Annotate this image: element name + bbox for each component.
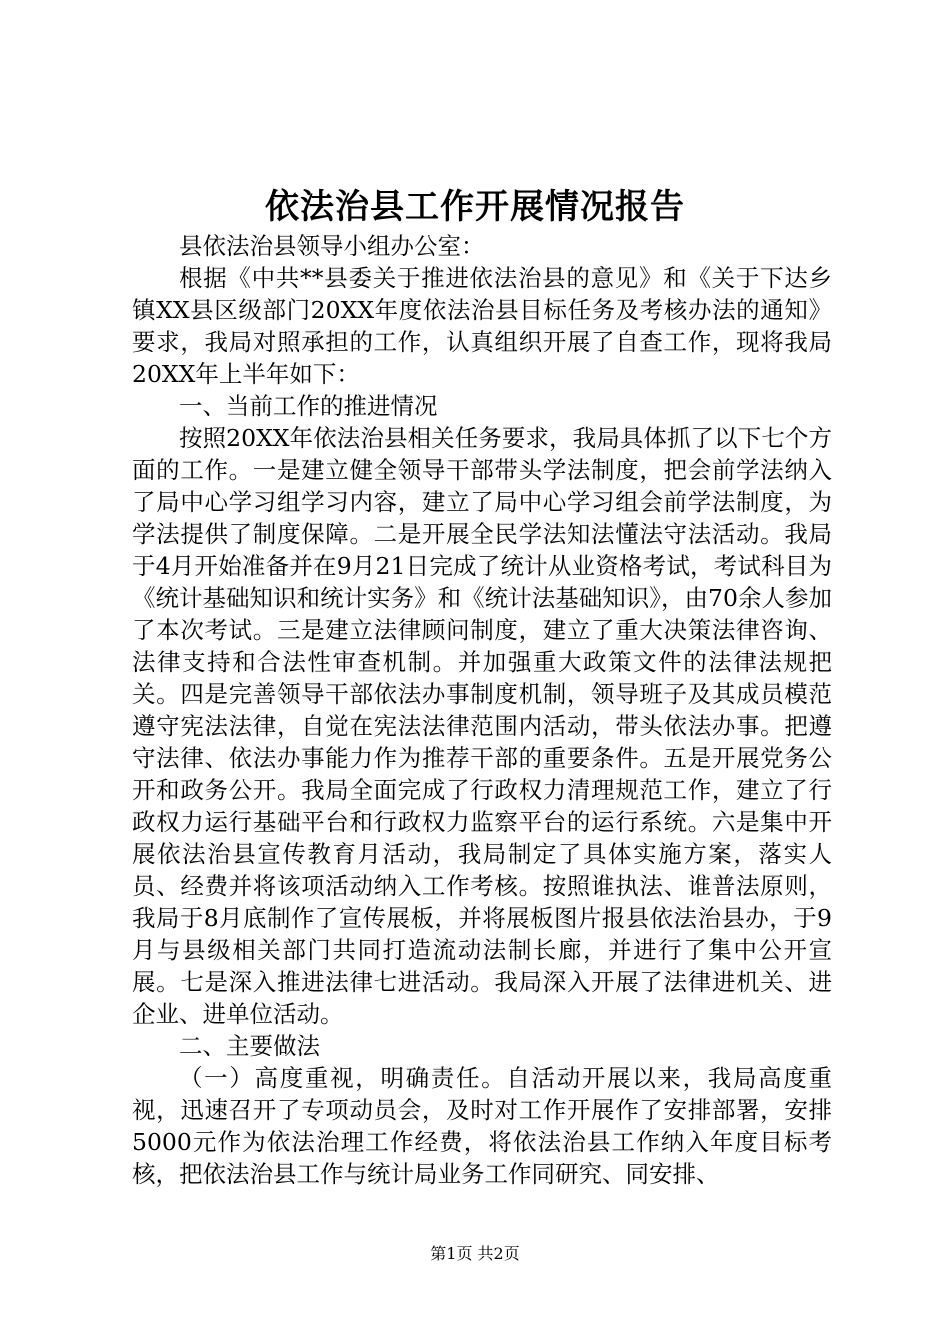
intro-paragraph: 根据《中共**县委关于推进依法治县的意见》和《关于下达乡镇XX县区级部门20XX年度依法治县目标任务及考核办法的通知》要求，我局对照承担的工作，认真组织开展了自查工作，现将我局20XX年上半年如下：	[132, 264, 832, 388]
section-heading-2: 二、主要做法	[179, 1032, 320, 1060]
salutation: 县依法治县领导小组办公室：	[179, 232, 485, 260]
section-1-paragraph: 按照20XX年依法治县相关任务要求，我局具体抓了以下七个方面的工作。一是建立健全领导干部带头学法制度，把会前学法纳入了局中心学习组学习内容，建立了局中心学习组会前学法制度，为学法提供了制度保障。二是开展全民学法知法懂法守法活动。我局于4月开始准备并在9月21日完成了统计从业资格考试，考试科目为《统计基础知识和统计实务》和《统计法基础知识》，由70余人参加了本次考试。三是建立法律顾问制度，建立了重大决策法律咨询、法律支持和合法性审查机制。并加强重大政策文件的法律法规把关。四是完善领导干部依法办事制度机制，领导班子及其成员模范遵守宪法法律，自觉在宪法法律范围内活动，带头依法办事。把遵守法律、依法办事能力作为推荐干部的重要条件。五是开展党务公开和政务公开。我局全面完成了行政权力清理规范工作，建立了行政权力运行基础平台和行政权力监察平台的运行系统。六是集中开展依法治县宣传教育月活动，我局制定了具体实施方案，落实人员、经费并将该项活动纳入工作考核。按照谁执法、谁普法原则，我局于8月底制作了宣传展板，并将展板图片报县依法治县办，于9月与县级相关部门共同打造流动法制长廊，并进行了集中公开宣展。七是深入推进法律七进活动。我局深入开展了法律进机关、进企业、进单位活动。	[132, 424, 832, 1028]
page-footer: 第1页 共2页	[430, 1244, 520, 1263]
section-heading-1: 一、当前工作的推进情况	[179, 392, 438, 420]
document-title: 依法治县工作开展情况报告	[265, 187, 685, 227]
document-body	[132, 230, 832, 1190]
section-2-paragraph: （一）高度重视，明确责任。自活动开展以来，我局高度重视，迅速召开了专项动员会，及时对工作开展作了安排部署，安排5000元作为依法治理工作经费，将依法治县工作纳入年度目标考核，把依法治县工作与统计局业务工作同研究、同安排、	[132, 1064, 832, 1188]
